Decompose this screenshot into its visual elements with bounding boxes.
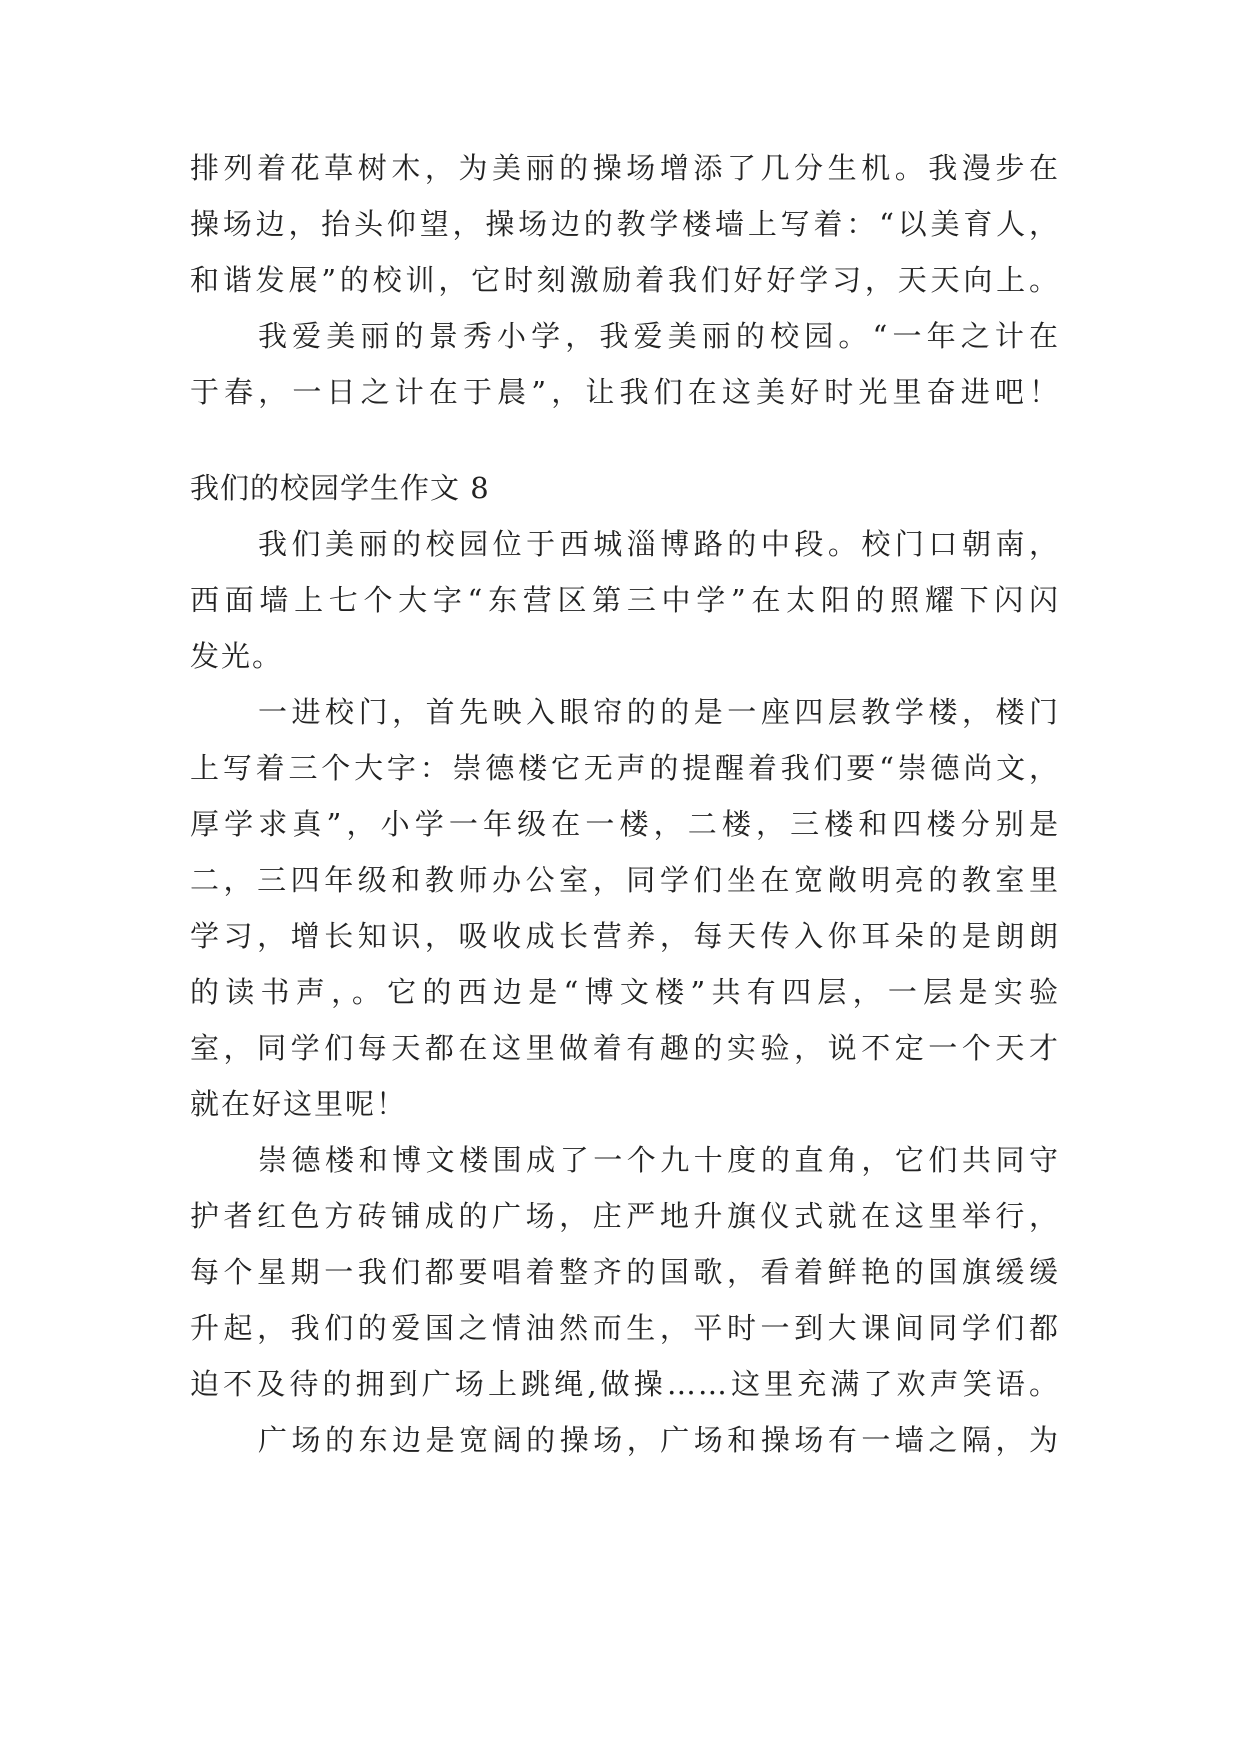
text-line: 升起，我们的爱国之情油然而生，平时一到大课间同学们都: [190, 1311, 1060, 1345]
text-line: 和谐发展”的校训，它时刻激励着我们好好学习，天天向上。: [190, 263, 1060, 297]
text-line: 操场边，抬头仰望，操场边的教学楼墙上写着：“以美育人，: [190, 207, 1060, 241]
section-heading: 我们的校园学生作文 8: [190, 471, 490, 505]
text-line: 排列着花草树木，为美丽的操场增添了几分生机。我漫步在: [190, 151, 1060, 185]
paragraph-first-line: 崇德楼和博文楼围成了一个九十度的直角，它们共同守: [258, 1143, 1060, 1177]
paragraph-first-line: 广场的东边是宽阔的操场，广场和操场有一墙之隔，为: [258, 1423, 1060, 1457]
text-line: 厚学求真”，小学一年级在一楼，二楼，三楼和四楼分别是: [190, 807, 1060, 841]
text-line: 的读书声，。它的西边是“博文楼”共有四层，一层是实验: [190, 975, 1060, 1009]
text-line: 发光。: [190, 639, 284, 673]
paragraph-first-line: 一进校门，首先映入眼帘的的是一座四层教学楼，楼门: [258, 695, 1060, 729]
paragraph-first-line: 我们美丽的校园位于西城淄博路的中段。校门口朝南，: [258, 527, 1060, 561]
text-line: 每个星期一我们都要唱着整齐的国歌，看着鲜艳的国旗缓缓: [190, 1255, 1060, 1289]
text-line: 二，三四年级和教师办公室，同学们坐在宽敞明亮的教室里: [190, 863, 1060, 897]
text-line: 于春，一日之计在于晨”，让我们在这美好时光里奋进吧！: [190, 375, 1060, 409]
text-line: 就在好这里呢！: [190, 1087, 408, 1121]
text-line: 护者红色方砖铺成的广场，庄严地升旗仪式就在这里举行，: [190, 1199, 1060, 1233]
text-line: 迫不及待的拥到广场上跳绳,做操……这里充满了欢声笑语。: [190, 1367, 1060, 1401]
text-line: 学习，增长知识，吸收成长营养，每天传入你耳朵的是朗朗: [190, 919, 1060, 953]
paragraph-first-line: 我爱美丽的景秀小学，我爱美丽的校园。“一年之计在: [258, 319, 1060, 353]
text-line: 上写着三个大字：崇德楼它无声的提醒着我们要“崇德尚文，: [190, 751, 1060, 785]
text-line: 室，同学们每天都在这里做着有趣的实验，说不定一个天才: [190, 1031, 1060, 1065]
text-line: 西面墙上七个大字“东营区第三中学”在太阳的照耀下闪闪: [190, 583, 1060, 617]
